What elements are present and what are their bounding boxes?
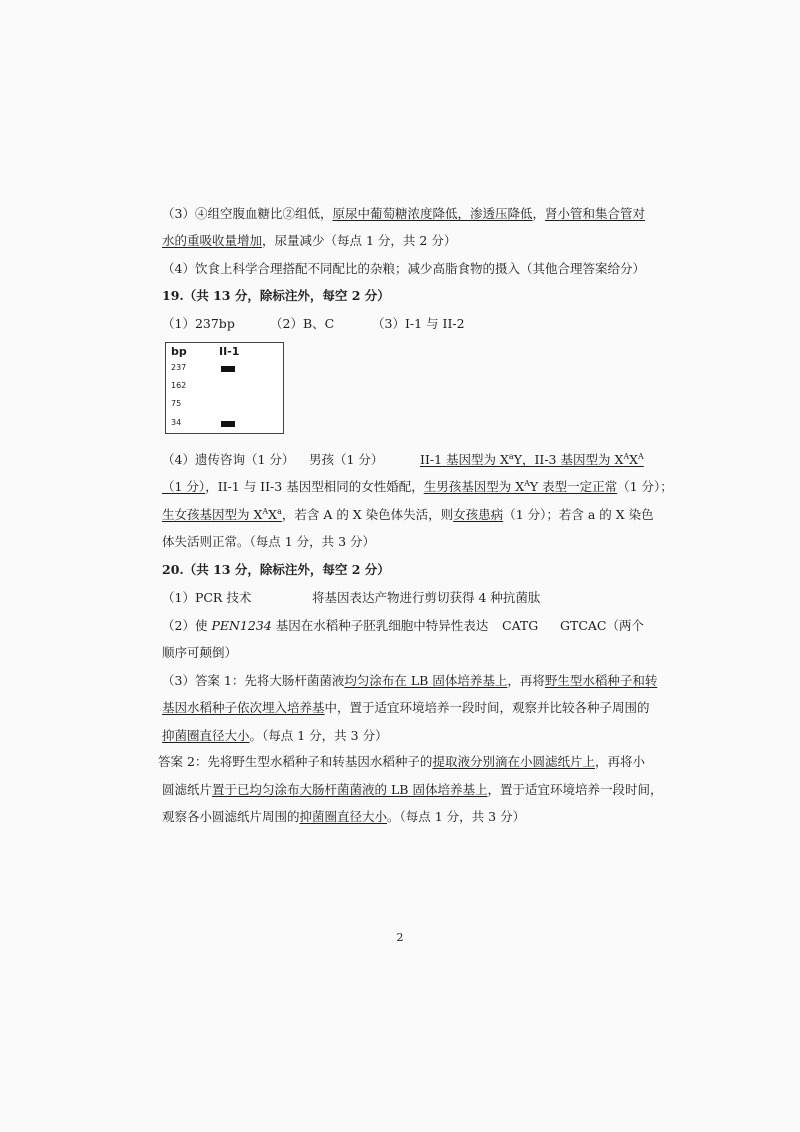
text: （4）饮食上科学合理搭配不同配比的杂粮；减少高脂食物的摄入（其他合理答案给分） (162, 261, 645, 276)
underlined-answer: 野生型水稻种子和转 (544, 673, 658, 688)
answer-2: （2）B、C (270, 316, 335, 331)
item19-p4-line4 (162, 533, 642, 550)
text: （1 分）； (617, 479, 673, 494)
page-number: 2 (396, 931, 404, 944)
item18-p4 (162, 260, 645, 277)
item19-p4-line2 (162, 478, 673, 495)
text: ，若含 A 的 X 染色体失活，则 (281, 507, 454, 522)
superscript: A (262, 506, 269, 516)
answer-3: （3）I-1 与 II-2 (372, 316, 465, 331)
underlined-answer: 抑菌圈直径大小 (299, 809, 388, 824)
text: 男孩（1 分） (309, 452, 384, 467)
text: ，再将小 (594, 754, 645, 769)
text: 将基因表达产物进行剪切获得 4 种抗菌肽 (312, 590, 541, 605)
text: X (268, 507, 278, 522)
underlined-answer: 原尿中葡萄糖浓度降低，渗透压降低 (332, 206, 533, 221)
text: 生男孩基因型为 X (423, 479, 525, 494)
text: 生女孩基因型为 X (162, 507, 263, 522)
answer-1: （1）237bp (162, 316, 235, 331)
item20-alt-line2 (162, 781, 663, 798)
superscript: A (623, 451, 630, 461)
heading-text: 20.（共 13 分，除标注外，每空 2 分） (162, 562, 390, 577)
underlined-answer: 女孩患病 (453, 507, 504, 522)
underlined-answer: 水的重吸收量增加 (162, 233, 263, 248)
underlined-answer (162, 507, 282, 522)
text: ， (532, 206, 545, 221)
item20-answer-3-line2 (162, 699, 650, 716)
text: CATG (502, 618, 539, 633)
underlined-answer (424, 479, 617, 494)
text: 顺序可颠倒） (162, 645, 238, 660)
superscript: A (638, 451, 644, 461)
superscript: a (277, 506, 282, 516)
gel-tick-label: 75 (171, 399, 182, 408)
text: ，置于适宜环境培养一段时间， (487, 782, 663, 797)
underlined-answer: 基因水稻种子依次埋入培养基 (162, 700, 325, 715)
item20-answer-2-line2 (162, 644, 642, 661)
text: 观察各小圆滤纸片周围的 (162, 809, 300, 824)
text: 。（每点 1 分，共 3 分） (387, 809, 526, 824)
text: （1 分）；若含 a 的 X 染色 (503, 507, 654, 522)
text: （3）答案 1：先将大肠杆菌菌液 (162, 673, 345, 688)
text: II-1 基因型为 X (420, 452, 509, 467)
item20-answer-1 (162, 589, 642, 606)
gel-tick-label: 162 (171, 381, 187, 390)
item20-alt-line3 (162, 808, 642, 825)
item20-alt-line1 (158, 753, 645, 770)
text: 答案 2：先将野生型水稻种子和转基因水稻种子的 (158, 754, 433, 769)
gel-tick-label: 237 (171, 363, 187, 372)
superscript: a (508, 451, 514, 461)
gel-lane-header: II-1 (219, 345, 240, 358)
item18-p3-line2 (162, 232, 642, 249)
underlined-answer: 置于已均匀涂布大肠杆菌菌液的 LB 固体培养基上 (212, 782, 488, 797)
text: ，II-1 与 II-3 基因型相同的女性婚配， (205, 479, 424, 494)
underlined-answer: 均匀涂布在 LB 固体培养基上 (344, 673, 508, 688)
item19-heading (162, 287, 642, 304)
item18-p3-line1 (162, 205, 646, 222)
superscript: A (524, 478, 530, 488)
item19-p4-line1 (162, 451, 642, 468)
underlined-answer: 抑菌圈直径大小 (162, 728, 250, 743)
item20-heading (162, 561, 642, 578)
text: 中，置于适宜环境培养一段时间，观察并比较各种子周围的 (324, 700, 650, 715)
gel-electrophoresis-figure (165, 342, 284, 434)
text: （4）遗传咨询（1 分） (162, 452, 295, 467)
text: Y 表型一定正常 (529, 479, 618, 494)
item20-answer-2-line1 (162, 617, 642, 634)
item19-p4-line3 (162, 506, 654, 523)
text: （3）④组空腹血糖比②组低， (162, 206, 333, 221)
item20-answer-3-line1 (162, 672, 658, 689)
underlined-answer: 肾小管和集合管对 (545, 206, 646, 221)
text: X (629, 452, 639, 467)
text: ，再将 (507, 673, 545, 688)
item20-answer-3-line3 (162, 727, 642, 744)
gel-tick-label: 34 (171, 418, 182, 427)
text: ，尿量减少（每点 1 分，共 2 分） (262, 233, 457, 248)
text: 。（每点 1 分，共 3 分） (249, 728, 388, 743)
text: 体失活则正常。（每点 1 分，共 3 分） (162, 534, 376, 549)
text: Y，II-3 基因型为 X (513, 452, 624, 467)
gel-band (221, 421, 235, 427)
text: （1）PCR 技术 (162, 590, 252, 605)
item19-answers-1-3 (162, 315, 642, 332)
underlined-answer: （1 分） (162, 479, 206, 494)
text: 基因在水稻种子胚乳细胞中特异性表达 (271, 618, 489, 633)
text: 圆滤纸片 (162, 782, 213, 797)
text: GTCAC（两个 (560, 618, 644, 633)
text: （2）使 (162, 618, 212, 633)
heading-text: 19.（共 13 分，除标注外，每空 2 分） (162, 288, 390, 303)
gel-band (221, 366, 235, 372)
underlined-answer: 提取液分别滴在小圆滤纸片上 (432, 754, 595, 769)
gel-bp-header: bp (171, 345, 187, 358)
gene-name: PEN1234 (211, 618, 272, 633)
underlined-answer (420, 451, 644, 468)
